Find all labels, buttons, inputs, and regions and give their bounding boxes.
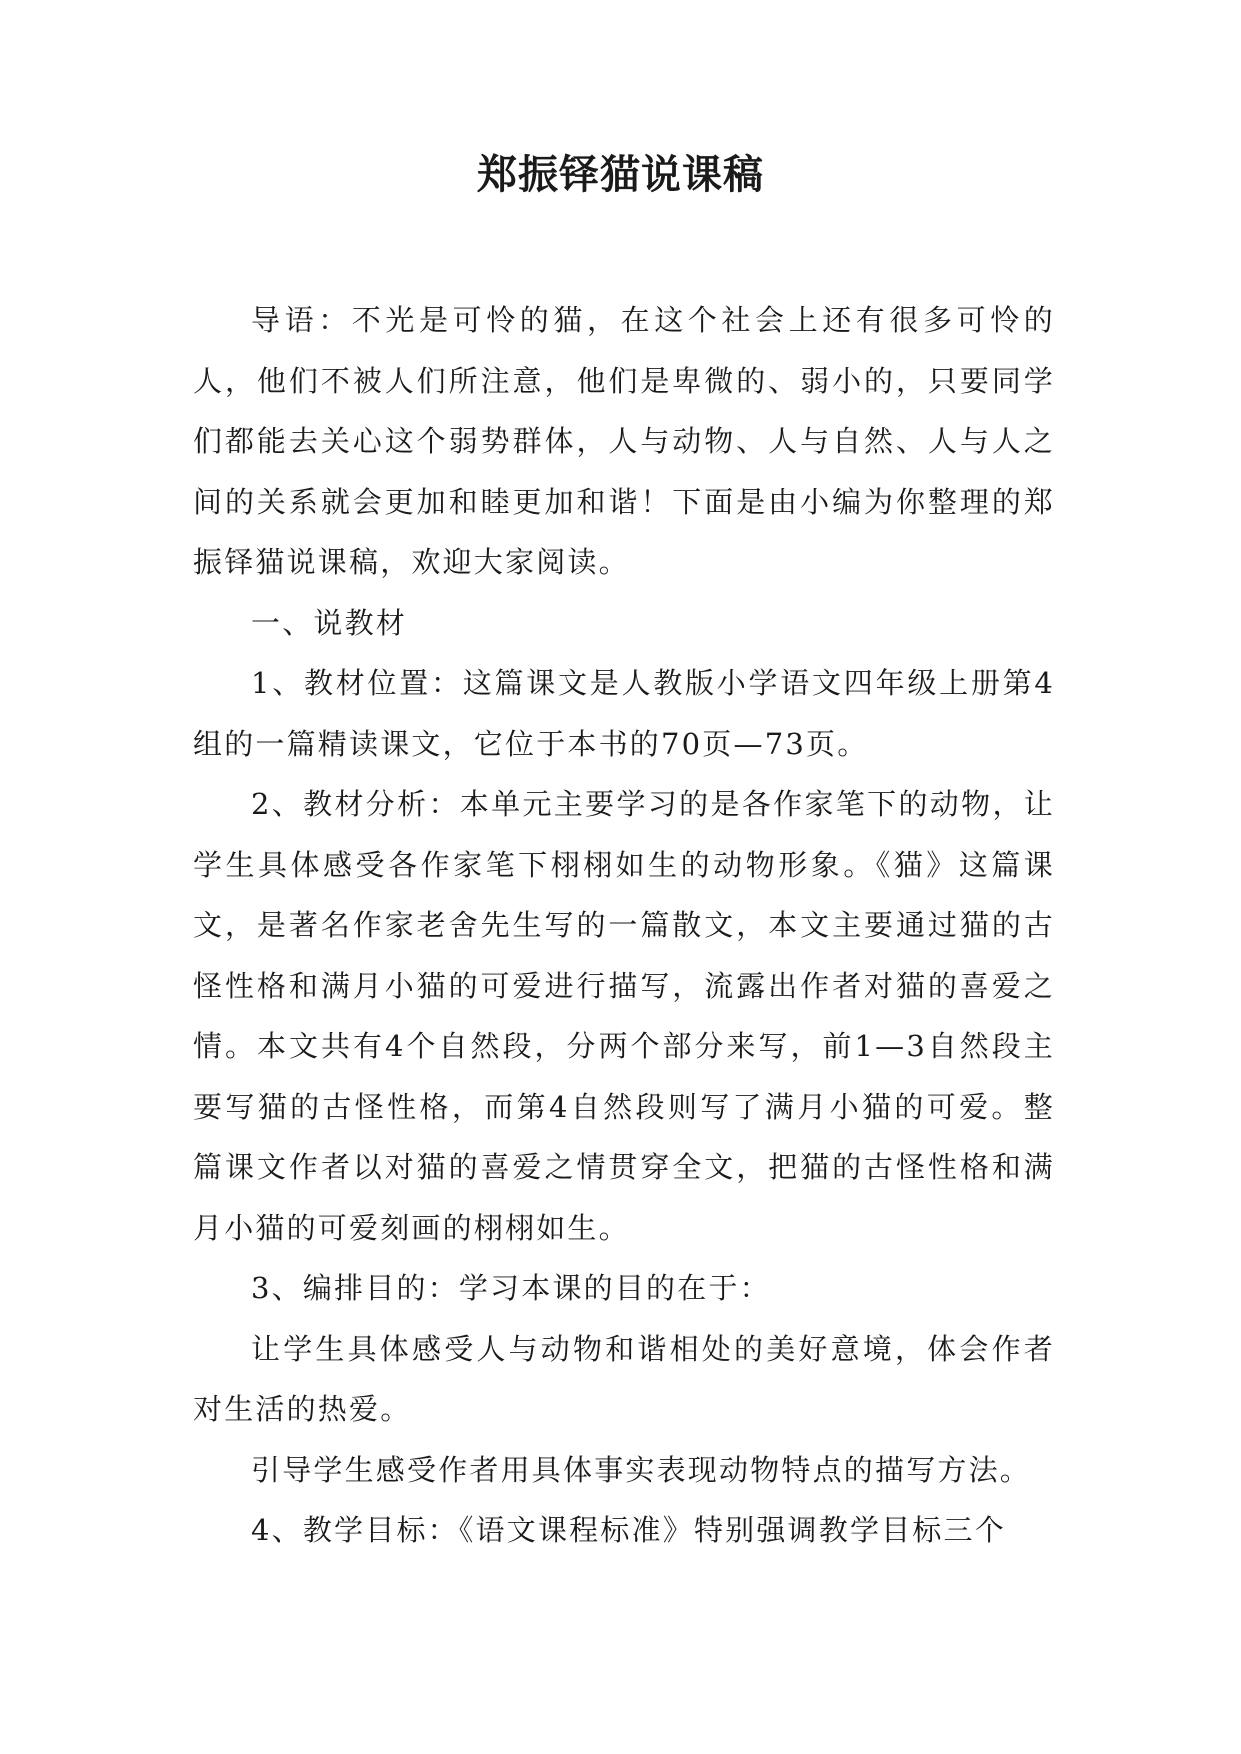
paragraph-teaching-goals: 4、教学目标：《语文课程标准》特别强调教学目标三个 (251, 1513, 1006, 1547)
paragraph-textbook-analysis: 2、教材分析：本单元主要学习的是各作家笔下的动物，让学生具体感受各作家笔下栩栩如生的动物形象。《猫》这篇课文，是著名作家老舍先生写的一篇散文，本文主要通过猫的古怪性格和满月小猫的可爱进行描写，流露出作者对猫的喜爱之情。本文共有4个自然段，分两个部分来写，前1—3自然段主要写猫的古怪性格，而第4自然段则写了满月小猫的可爱。整篇课文作者以对猫的喜爱之情贯穿全文，把猫的古怪性格和满月小猫的可爱刻画的栩栩如生。 (193, 787, 1055, 1245)
document-body (193, 290, 1055, 1561)
document-title: 郑振铎猫说课稿 (477, 152, 764, 198)
paragraph-intro: 导语：不光是可怜的猫，在这个社会上还有很多可怜的人，他们不被人们所注意，他们是卑微的、弱小的，只要同学们都能去关心这个弱势群体，人与动物、人与自然、人与人之间的关系就会更加和睦更加和谐！下面是由小编为你整理的郑振铎猫说课稿，欢迎大家阅读。 (193, 303, 1055, 579)
paragraph-arrangement-purpose: 3、编排目的：学习本课的目的在于： (251, 1271, 771, 1305)
paragraph-purpose-two: 引导学生感受作者用具体事实表现动物特点的描写方法。 (251, 1452, 1032, 1487)
paragraph-purpose-one: 让学生具体感受人与动物和谐相处的美好意境，体会作者对生活的热爱。 (193, 1331, 1055, 1426)
section-heading-textbook: 一、说教材 (251, 605, 408, 640)
paragraph-textbook-position: 1、教材位置：这篇课文是人教版小学语文四年级上册第4组的一篇精读课文，它位于本书的70页—73页。 (193, 666, 1055, 761)
